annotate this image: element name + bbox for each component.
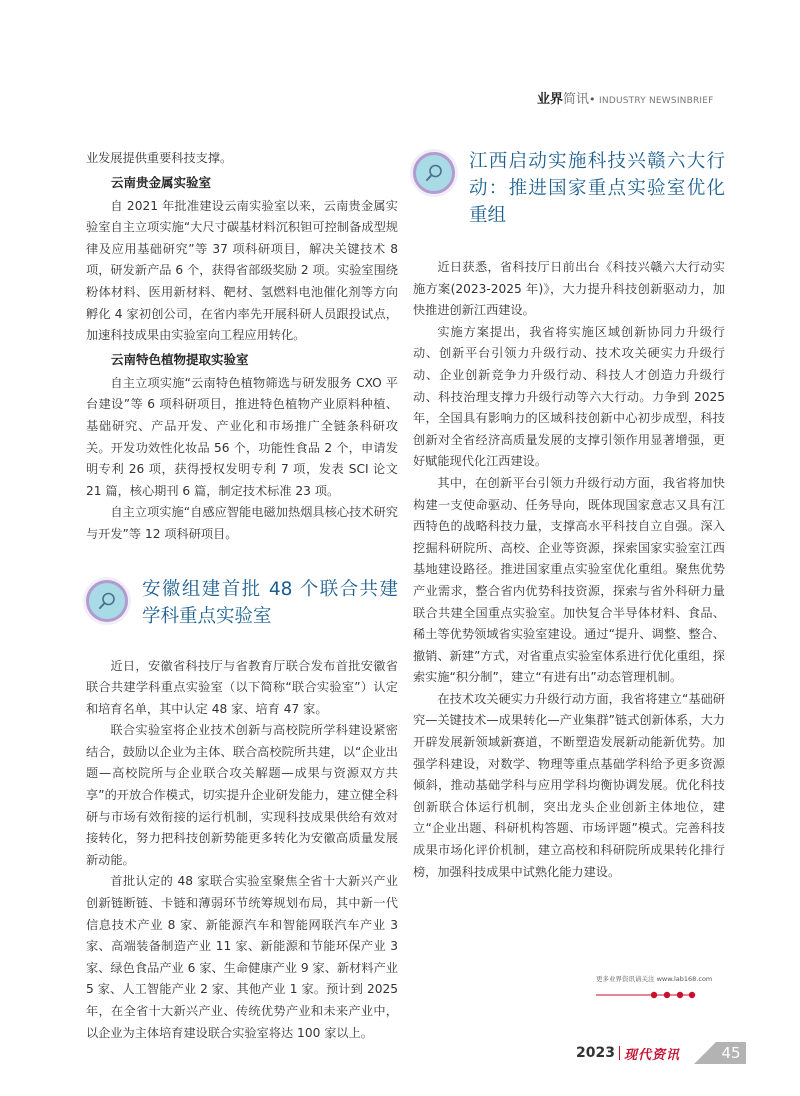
section-header — [537, 88, 714, 107]
intro-tail: 业发展提供重要科技支撑。 — [86, 151, 233, 165]
lab1-paragraph: 自 2021 年批准建设云南实验室以来，云南贵金属实验室自主立项实施“大尺寸碳基材料沉积钽可控制备成型规律及应用基础研究”等 37 项科研项目，解决关键技术 8 项，研发新产品 6 个，获得省部级奖励 2 项。实验室围绕粉体材料、医用新材料、靶材、氢燃料电池催化剂等方向孵化 4 家初创公司，在省内率先开展科研人员跟投试点，加速科技成果由实验室向工程应用转化。 — [86, 198, 398, 343]
anhui-article-title: 安徽组建首批 48 个联合共建学科重点实验室 — [142, 578, 398, 627]
lab2-paragraph-1: 自主立项实施“云南特色植物筛选与研发服务 CXO 平台建设”等 6 项科研项目，推进特色植物产业原料种植、基础研究、产品开发、产业化和市场推广全链条科研攻关。开发功效性化妆品 56 个，功能性食品 2 个，申请发明专利 26 项，获得授权发明专利 7 项，发表 SCI 论文 21 篇，核心期刊 6 篇，制定技术标准 23 项。 — [86, 375, 398, 498]
footer-separator — [619, 1046, 620, 1060]
section-name-bold: 业界 — [537, 92, 564, 107]
rule-dot — [651, 992, 657, 998]
magazine-name: 现代资讯 — [623, 1047, 680, 1063]
section-name-light: 简讯 — [563, 92, 590, 107]
anhui-article-title-block — [86, 576, 398, 630]
magnifier-icon — [86, 580, 128, 622]
lab2-heading: 云南特色植物提取实验室 — [111, 351, 249, 367]
magnifier-glyph — [96, 590, 118, 612]
rule-dot — [677, 992, 683, 998]
magnifier-icon — [413, 152, 455, 194]
right-column — [413, 148, 725, 883]
anhui-paragraph-1: 近日，安徽省科技厅与省教育厅联合发布首批安徽省联合共建学科重点实验室（以下简称“联合实验室”）认定和培育名单，其中认定 48 家、培育 47 家。 — [86, 658, 398, 716]
jiangxi-paragraph-2: 实施方案提出，我省将实施区域创新协同力升级行动、创新平台引领力升级行动、技术攻关硬实力升级行动、企业创新竞争力升级行动、科技人才创造力升级行动、科技治理支撑力升级行动等六大行动。力争到 2025 年，全国具有影响力的区域科技创新中心初步成型，科技创新对全省经济高质量发展的支撑引领作用显著增强，更好赋能现代化江西建设。 — [413, 324, 725, 469]
page-number-slant — [694, 1042, 716, 1064]
anhui-paragraph-3: 首批认定的 48 家联合实验室聚焦全省十大新兴产业创新链断链、卡链和薄弱环节统筹规划布局，其中新一代信息技术产业 8 家、新能源汽车和智能网联汽车产业 3 家、高端装备制造产业 11 家、新能源和节能环保产业 3 家、绿色食品产业 6 家、生命健康产业 9 家、新材料产业 5 家、人工智能产业 2 家、其他产业 1 家。预计到 2025 年，在全省十大新兴产业、传统优势产业和未来产业中，以企业为主体培育建设联合实验室将达 100 家以上。 — [86, 874, 398, 1040]
footer-promo-note: 更多业界资讯请关注 www.lab168.com — [596, 975, 713, 983]
lab1-heading: 云南贵金属实验室 — [111, 174, 212, 190]
jiangxi-article-title-block — [413, 148, 725, 229]
section-name-en: INDUSTRY NEWSINBRIEF — [599, 96, 714, 106]
page-footer — [576, 1042, 746, 1064]
page-number: 45 — [716, 1042, 746, 1064]
anhui-paragraph-2: 联合实验室将企业技术创新与高校院所学科建设紧密结合，鼓励以企业为主体、联合高校院所共建，以“企业出题—高校院所与企业联合攻关解题—成果与资源双方共享”的开放合作模式，切实提升企业研发能力，建立健全科研与市场有效衔接的运行机制，实现科技成果供给有效对接转化，努力把科技创新势能更多转化为安徽高质量发展新动能。 — [86, 723, 398, 867]
lab2-paragraph-2: 自主立项实施“自感应智能电磁加热烟具核心技术研究与开发”等 12 项科研项目。 — [86, 505, 398, 541]
rule-dot — [664, 992, 670, 998]
magnifier-glyph — [423, 162, 445, 184]
jiangxi-article-title: 江西启动实施科技兴赣六大行动：推进国家重点实验室优化重组 — [469, 151, 725, 226]
jiangxi-paragraph-3: 其中，在创新平台引领力升级行动方面，我省将加快构建一支使命驱动、任务导向，既体现国家意志又具有江西特色的战略科技力量，支撑高水平科技自立自强。深入挖掘科研院所、高校、企业等资源，探索国家实验室江西基地建设路径。推进国家重点实验室优化重组。聚焦优势产业需求，整合省内优势科技资源，探索与省外科研力量联合共建全国重点实验室。加快复合半导体材料、食品、稀土等优势领域省实验室建设。通过“提升、调整、整合、撤销、新建”方式，对省重点实验室体系进行优化重组，探索实施“积分制”，建立“有进有出”动态管理机制。 — [413, 475, 725, 685]
rule-dot — [689, 992, 695, 998]
issue-year: 2023 — [576, 1045, 615, 1061]
footer-dotted-rule — [596, 990, 696, 1000]
page-number-box — [688, 1042, 746, 1064]
header-bullet: • — [589, 93, 596, 106]
jiangxi-paragraph-4: 在技术攻关硬实力升级行动方面，我省将建立“基础研究—关键技术—成果转化—产业集群”链式创新体系，大力开辟发展新领域新赛道，不断塑造发展新动能新优势。加强学科建设，对数学、物理等重点基础学科给予更多资源倾斜，推动基础学科与应用学科均衡协调发展。优化科技创新联合体运行机制，突出龙头企业创新主体地位，建立“企业出题、科研机构答题、市场评题”模式。完善科技成果市场化评价机制，建立高校和科研院所成果转化排行榜，加强科技成果中试熟化能力建设。 — [413, 691, 725, 879]
jiangxi-paragraph-1: 近日获悉，省科技厅日前出台《科技兴赣六大行动实施方案(2023-2025 年)》，大力提升科技创新驱动力，加快推进创新江西建设。 — [413, 260, 725, 318]
left-column — [86, 148, 398, 1044]
